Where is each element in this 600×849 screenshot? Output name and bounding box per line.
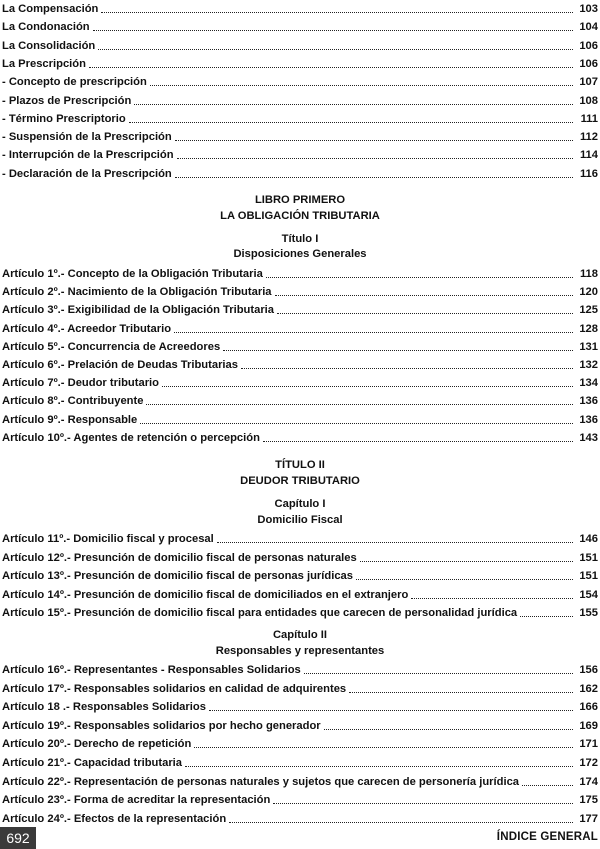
toc-entry [2, 320, 598, 336]
toc-entry [2, 791, 598, 807]
toc-entry [2, 73, 598, 89]
toc-leader-dots [275, 295, 573, 296]
toc-entry-page: 172 [579, 757, 598, 769]
toc-entry [2, 356, 598, 372]
toc-entry-page: 143 [579, 431, 598, 444]
capitulo1-subheading: Domicilio Fiscal [257, 514, 343, 526]
toc-leader-dots [150, 85, 573, 86]
toc-entry-page: 171 [579, 738, 598, 751]
toc-leader-dots [101, 12, 573, 13]
toc-entry-label: Artículo 5º.- Concurrencia de Acreedores [2, 340, 221, 353]
toc-leader-dots [273, 803, 573, 804]
toc-entry-page: 151 [579, 570, 598, 583]
toc-entry-page: 177 [579, 812, 598, 825]
toc-entry [2, 128, 598, 144]
toc-entry-page: 136 [579, 413, 598, 426]
toc-entry-label: Artículo 11º.- Domicilio fiscal y procesal [2, 533, 214, 545]
toc-entry [2, 735, 598, 751]
titulo2-subheading: DEUDOR TRIBUTARIO [240, 475, 360, 487]
toc-entry-label: - Plazos de Prescripción [2, 94, 132, 107]
toc-entry [2, 338, 598, 354]
toc-leader-dots [209, 710, 573, 711]
toc-entry-label: Artículo 17º.- Responsables solidarios en calidad de adquirentes [2, 682, 347, 695]
toc-entry-label: La Prescripción [2, 57, 86, 70]
toc-entry-page: 146 [579, 533, 598, 545]
toc-entry-label: Artículo 13º.- Presunción de domicilio fiscal de personas jurídicas [2, 570, 353, 583]
toc-entry-label: Artículo 18 .- Responsables Solidarios [2, 701, 206, 714]
toc-entry [2, 586, 598, 602]
titulo-subheading: Disposiciones Generales [233, 248, 367, 260]
toc-entry [2, 146, 598, 162]
toc-entry-label: Artículo 10º.- Agentes de retención o percepción [2, 431, 260, 444]
toc-entry-label: Artículo 21º.- Capacidad tributaria [2, 757, 183, 769]
toc-entry-page: 151 [579, 551, 598, 564]
toc-entry-label: - Interrupción de la Prescripción [2, 149, 174, 162]
toc-entry-page: 162 [579, 682, 598, 695]
toc-entry [2, 37, 598, 53]
toc-entry-page: 155 [579, 607, 598, 620]
toc-leader-dots [266, 277, 573, 278]
toc-entry-page: 156 [579, 664, 598, 676]
toc-leader-dots [277, 313, 573, 314]
toc-leader-dots [98, 49, 573, 50]
toc-leader-dots [520, 616, 573, 617]
toc-entry-label: Artículo 12º.- Presunción de domicilio fiscal de personas naturales [2, 551, 357, 564]
toc-leader-dots [175, 177, 573, 178]
toc-entry-page: 114 [579, 149, 598, 162]
toc-entry [2, 92, 598, 108]
toc-entry [2, 55, 598, 71]
toc-leader-dots [522, 785, 573, 786]
toc-entry-page: 106 [579, 39, 598, 52]
toc-leader-dots [174, 332, 573, 333]
toc-entry-page: 175 [579, 794, 598, 807]
toc-leader-dots [134, 104, 573, 105]
toc-entry [2, 567, 598, 583]
toc-entry-page: 104 [579, 21, 598, 34]
titulo2-heading: TÍTULO II [275, 459, 325, 471]
toc-leader-dots [162, 386, 573, 387]
toc-entry [2, 754, 598, 770]
toc-entry-label: Artículo 7º.- Deudor tributario [2, 377, 159, 390]
toc-leader-dots [146, 404, 573, 405]
toc-leader-dots [177, 158, 573, 159]
toc-leader-dots [349, 692, 573, 693]
toc-entry [2, 549, 598, 565]
toc-leader-dots [241, 368, 573, 369]
toc-entry-label: - Declaración de la Prescripción [2, 167, 172, 180]
libro-heading: LIBRO PRIMERO [254, 194, 346, 206]
toc-entry-page: 111 [580, 112, 598, 125]
toc-entry-label: Artículo 14º.- Presunción de domicilio fiscal de domiciliados en el extranjero [2, 588, 409, 601]
toc-leader-dots [217, 542, 573, 543]
toc-entry-label: Artículo 4º.- Acreedor Tributario [2, 322, 172, 335]
capitulo2-heading: Capítulo II [272, 629, 328, 641]
toc-entry-label: - Término Prescriptorio [2, 112, 126, 125]
capitulo1-heading: Capítulo I [274, 498, 326, 510]
toc-entry-label: Artículo 22º.- Representación de personas naturales y sujetos que carecen de personería jurídica [2, 775, 520, 788]
toc-entry-page: 125 [579, 304, 598, 317]
toc-entry [2, 374, 598, 390]
toc-entry-page: 154 [579, 588, 598, 601]
toc-leader-dots [263, 441, 573, 442]
titulo-heading: Título I [281, 233, 319, 245]
toc-entry [2, 301, 598, 317]
toc-entry-label: Artículo 16º.- Representantes - Responsables Solidarios [2, 664, 301, 676]
toc-entry [2, 810, 598, 826]
toc-leader-dots [175, 140, 573, 141]
toc-entry-page: 116 [579, 167, 598, 180]
toc-entry-page: 107 [579, 76, 598, 89]
toc-leader-dots [304, 673, 573, 674]
toc-leader-dots [411, 598, 573, 599]
toc-leader-dots [185, 766, 573, 767]
toc-entry-label: Artículo 1º.- Concepto de la Obligación Tributaria [2, 268, 263, 280]
toc-entry-label: Artículo 9º.- Responsable [2, 413, 138, 426]
toc-entry [2, 773, 598, 789]
toc-entry-label: - Concepto de prescripción [2, 76, 147, 89]
toc-entry-label: Artículo 20º.- Derecho de repetición [2, 738, 192, 751]
toc-leader-dots [93, 30, 573, 31]
toc-entry [2, 18, 598, 34]
toc-entry-page: 128 [579, 322, 598, 335]
toc-entry-label: Artículo 15º.- Presunción de domicilio fiscal para entidades que carecen de personalidad jurídica [2, 607, 518, 620]
toc-leader-dots [89, 67, 573, 68]
toc-entry-page: 174 [579, 775, 598, 788]
toc-entry [2, 411, 598, 427]
toc-entry-label: La Compensación [2, 3, 99, 15]
toc-entry-label: Artículo 2º.- Nacimiento de la Obligación Tributaria [2, 286, 272, 299]
toc-entry [2, 698, 598, 714]
toc-entry-label: Artículo 23º.- Forma de acreditar la representación [2, 794, 271, 807]
toc-entry [2, 661, 598, 677]
toc-entry [2, 165, 598, 181]
footer-section-title: ÍNDICE GENERAL [496, 831, 598, 843]
toc-entry-label: Artículo 3º.- Exigibilidad de la Obligación Tributaria [2, 304, 275, 317]
toc-entry-page: 132 [579, 359, 598, 371]
toc-entry-page: 112 [579, 131, 598, 144]
libro-subheading: LA OBLIGACIÓN TRIBUTARIA [220, 210, 380, 222]
toc-entry-page: 106 [579, 57, 598, 70]
toc-entry-page: 134 [579, 377, 598, 390]
toc-leader-dots [324, 729, 573, 730]
toc-entry-page: 108 [579, 94, 598, 107]
toc-leader-dots [194, 747, 573, 748]
toc-leader-dots [229, 822, 573, 823]
toc-entry [2, 429, 598, 445]
toc-leader-dots [129, 122, 573, 123]
toc-entry-page: 136 [579, 395, 598, 408]
toc-leader-dots [140, 423, 573, 424]
toc-entry-page: 120 [579, 286, 598, 299]
toc-entry-label: Artículo 6º.- Prelación de Deudas Tributarias [2, 359, 238, 371]
capitulo2-subheading: Responsables y representantes [215, 645, 385, 657]
toc-entry [2, 604, 598, 620]
toc-entry [2, 110, 598, 126]
toc-entry-page: 118 [579, 268, 598, 280]
toc-entry-label: Artículo 19º.- Responsables solidarios por hecho generador [2, 719, 321, 732]
toc-entry [2, 265, 598, 281]
toc-leader-dots [360, 561, 573, 562]
toc-entry [2, 680, 598, 696]
toc-entry [2, 530, 598, 546]
toc-entry [2, 392, 598, 408]
toc-entry-label: La Condonación [2, 21, 90, 34]
toc-entry [2, 717, 598, 733]
toc-entry-page: 169 [579, 719, 598, 732]
toc-entry-label: - Suspensión de la Prescripción [2, 131, 172, 144]
toc-entry-page: 166 [579, 701, 598, 714]
toc-entry-page: 131 [579, 340, 598, 353]
toc-entry-label: Artículo 24º.- Efectos de la representación [2, 812, 227, 825]
footer-page-number: 692 [0, 827, 36, 849]
toc-entry [2, 283, 598, 299]
toc-entry-label: Artículo 8º.- Contribuyente [2, 395, 144, 408]
toc-leader-dots [223, 350, 573, 351]
toc-entry-page: 103 [579, 3, 598, 15]
toc-entry-label: La Consolidación [2, 39, 96, 52]
toc-entry [2, 0, 598, 16]
toc-leader-dots [356, 579, 573, 580]
